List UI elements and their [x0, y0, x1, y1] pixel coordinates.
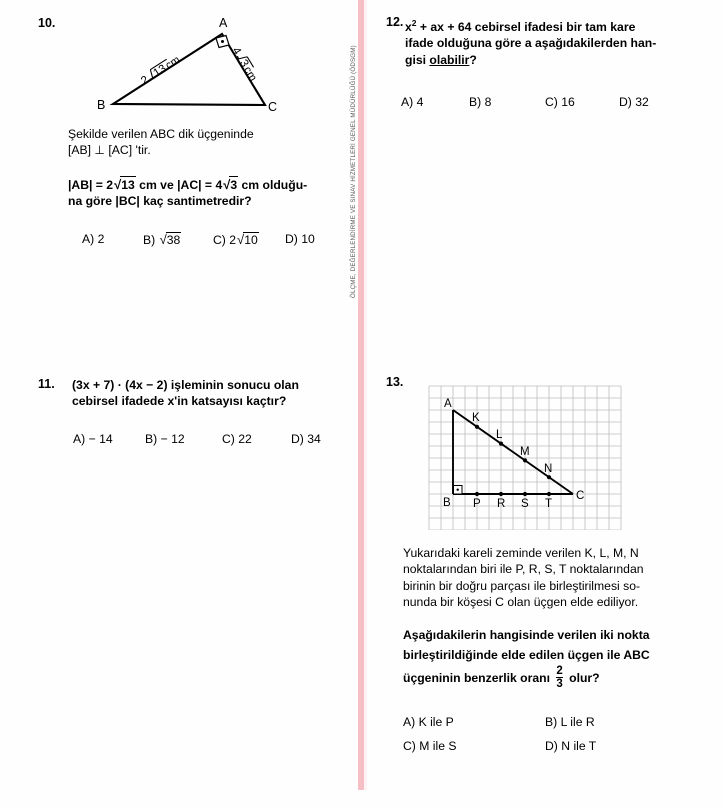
question-11-stem-line-2: cebirsel ifadede x'in katsayısı kaçtır?: [72, 394, 287, 409]
prompt-part-b: cm ve |AC| = 4: [135, 178, 223, 192]
option-11-d-key: D): [291, 432, 304, 446]
option-12-b-key: B): [469, 95, 482, 109]
option-13-c[interactable]: [403, 739, 457, 753]
option-12-c-value: 16: [561, 95, 575, 109]
svg-text:4: 4: [229, 45, 244, 58]
q12-exponent: 2: [411, 18, 417, 28]
question-13-stem-line-2: noktalarından biri ile P, R, S, T noktalarından: [403, 562, 644, 577]
svg-text:2: 2: [139, 73, 152, 88]
question-12-number: 12.: [386, 15, 404, 29]
question-10-number: 10.: [38, 16, 56, 30]
option-11-a[interactable]: [73, 432, 113, 446]
option-13-d-value: N ile T: [561, 739, 597, 753]
option-12-c-key: C): [545, 95, 558, 109]
grid-label-l: L: [496, 429, 503, 441]
option-10-a-value: 2: [97, 232, 105, 246]
option-12-a-value: 4: [416, 95, 424, 109]
option-12-d-value: 32: [635, 95, 649, 109]
question-12-options: [367, 10, 725, 120]
option-10-c-coef: 2: [229, 233, 237, 247]
option-12-c[interactable]: [545, 95, 575, 109]
grid-label-s: S: [521, 498, 529, 510]
question-11-options: [0, 370, 358, 460]
prompt-part-a: |AB| = 2: [68, 178, 114, 192]
grid-label-p: P: [473, 498, 481, 510]
option-13-c-value: M ile S: [419, 739, 457, 753]
grid-label-b: B: [443, 497, 451, 509]
option-11-a-value: − 14: [88, 432, 113, 446]
question-12: [367, 10, 725, 120]
question-11-number: 11.: [38, 377, 55, 391]
vertex-label-c: C: [268, 100, 278, 114]
option-13-b-key: B): [545, 715, 558, 729]
option-12-b-value: 8: [484, 95, 492, 109]
option-13-c-key: C): [403, 739, 416, 753]
option-10-a-key: A): [82, 232, 95, 246]
grid-label-t: T: [545, 498, 553, 510]
option-10-c-radical: √10: [237, 232, 258, 247]
fraction-denominator: 3: [556, 678, 563, 691]
left-column: [0, 0, 358, 809]
question-13-options: [367, 370, 725, 770]
option-10-a[interactable]: [82, 232, 104, 246]
fraction-numerator: 2: [556, 665, 563, 678]
question-10-options: [0, 0, 358, 270]
vertex-label-a: A: [219, 16, 228, 30]
radical-13: √13: [114, 177, 135, 192]
option-13-b[interactable]: [545, 715, 595, 729]
q12-x: x: [405, 20, 412, 35]
option-11-d[interactable]: [291, 432, 321, 446]
option-13-d[interactable]: [545, 739, 596, 753]
q13-line3-a: üçgeninin benzerlik oranı: [403, 671, 554, 685]
question-13-prompt-line-1: Aşağıdakilerin hangisinde verilen iki nokta: [403, 628, 650, 642]
option-10-d-value: 10: [301, 232, 315, 246]
q12-rest: + ax + 64 cebirsel ifadesi bir tam kare: [416, 20, 636, 35]
svg-text:3: 3: [236, 57, 251, 70]
option-13-a[interactable]: [403, 715, 454, 729]
q12-line3-a: gisi: [405, 52, 430, 67]
q13-line3-b: olur?: [565, 671, 600, 685]
option-11-b-key: B): [145, 432, 158, 446]
svg-text:13: 13: [151, 62, 169, 80]
question-10: [0, 0, 358, 270]
option-10-c[interactable]: [213, 232, 259, 247]
option-13-a-value: K ile P: [418, 715, 454, 729]
option-13-a-key: A): [403, 715, 416, 729]
q12-line3-b: ?: [469, 52, 477, 67]
vertex-label-b: B: [97, 98, 106, 112]
question-13-stem-line-3: birinin bir doğru parçası ile birleştirilmesi so-: [403, 578, 641, 593]
question-10-stem-line-1: Şekilde verilen ABC dik üçgeninde: [68, 127, 254, 141]
question-10-prompt-line-2: na göre |BC| kaç santimetredir?: [68, 194, 252, 209]
option-11-b[interactable]: [145, 432, 185, 446]
option-11-c[interactable]: [222, 432, 252, 446]
question-10-stem-line-2: [AB] ⊥ [AC] 'tir.: [68, 143, 151, 158]
grid-label-c: C: [576, 490, 585, 502]
right-column: [367, 0, 725, 809]
option-13-b-value: L ile R: [560, 715, 595, 729]
option-11-d-value: 34: [307, 432, 321, 446]
grid-label-k: K: [472, 412, 480, 424]
question-11: [0, 370, 358, 460]
q12-line3-underlined: olabilir: [429, 52, 470, 67]
option-11-b-value: − 12: [160, 432, 185, 446]
question-13-prompt-line-2: birleştirildiğinde elde edilen üçgen ile ABC: [403, 648, 650, 662]
radical-3: √3: [223, 177, 238, 192]
grid-label-r: R: [497, 498, 506, 510]
option-10-b[interactable]: [143, 232, 181, 247]
option-13-d-key: D): [545, 739, 558, 753]
option-12-a-key: A): [401, 95, 414, 109]
question-13-stem-line-4: nunda bir köşesi C olan üçgen elde ediliyor.: [403, 595, 639, 610]
question-13-number: 13.: [386, 375, 404, 389]
option-11-c-key: C): [222, 432, 235, 446]
option-12-b[interactable]: [469, 95, 491, 109]
option-12-d[interactable]: [619, 95, 649, 109]
option-10-b-key: B): [143, 233, 156, 247]
question-11-stem-line-1: (3x + 7) · (4x − 2) işleminin sonucu olan: [72, 378, 299, 392]
option-12-d-key: D): [619, 95, 632, 109]
option-11-a-key: A): [73, 432, 86, 446]
prompt-part-c: cm olduğu-: [238, 178, 308, 192]
agency-watermark-text: ÖLÇME, DEĞERLENDİRME VE SINAV HİZMETLERİ GENEL MÜDÜRLÜĞÜ (ÖDSGM): [350, 45, 357, 298]
option-11-c-value: 22: [238, 432, 252, 446]
option-10-b-radical: √38: [159, 232, 181, 247]
svg-text:cm: cm: [163, 53, 183, 72]
option-12-a[interactable]: [401, 95, 423, 109]
question-13-stem-line-1: Yukarıdaki kareli zeminde verilen K, L, M, N: [403, 546, 639, 560]
grid-label-a: A: [444, 398, 452, 410]
grid-label-n: N: [544, 463, 553, 475]
option-10-c-key: C): [213, 233, 226, 247]
question-13: [367, 370, 725, 770]
question-12-stem-line-2: ifade olduğuna göre a aşağıdakilerden han-: [405, 36, 657, 51]
grid-label-m: M: [520, 446, 530, 458]
svg-text:cm: cm: [241, 64, 259, 84]
option-10-d-key: D): [285, 232, 298, 246]
option-10-d[interactable]: [285, 232, 315, 246]
